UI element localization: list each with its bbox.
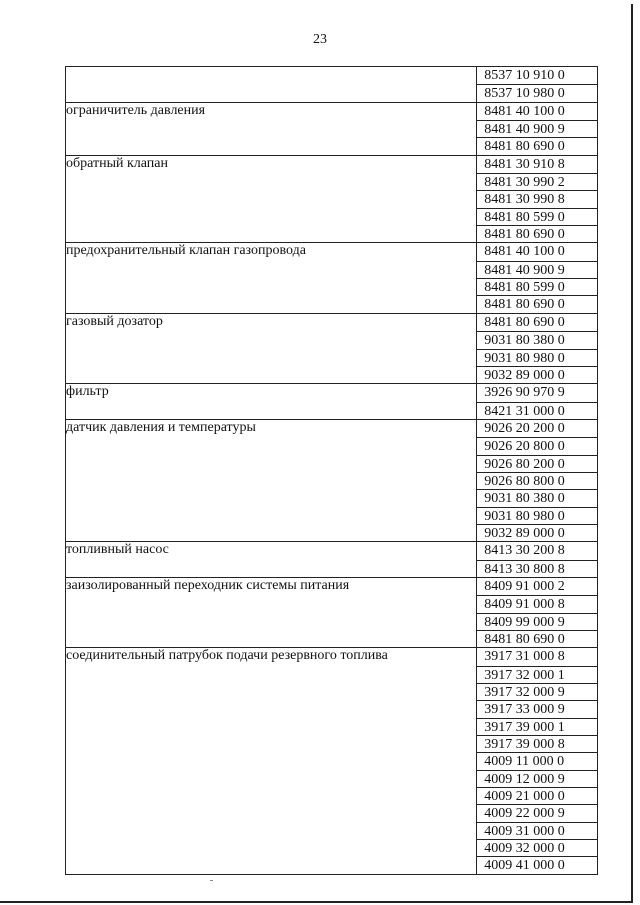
tn-ved-code: 8481 80 599 0 bbox=[477, 208, 597, 225]
page-number: 23 bbox=[313, 32, 327, 47]
tn-ved-code: 9026 80 800 0 bbox=[477, 472, 597, 489]
table-row bbox=[66, 577, 598, 647]
tn-ved-code: 9031 80 380 0 bbox=[477, 489, 597, 506]
tn-ved-code: 8481 80 690 0 bbox=[477, 630, 597, 647]
tn-ved-code: 8481 40 100 0 bbox=[484, 244, 565, 260]
tn-ved-code: 4009 31 000 0 bbox=[477, 822, 597, 839]
item-name: фильтр bbox=[66, 384, 477, 420]
tn-ved-code: 8409 91 000 2 bbox=[484, 578, 565, 594]
tn-ved-code: 8481 80 690 0 bbox=[477, 225, 597, 242]
tn-ved-code: 8537 10 980 0 bbox=[477, 84, 597, 101]
tn-ved-code: 8413 30 800 8 bbox=[477, 560, 597, 577]
tn-ved-code: 8481 80 690 0 bbox=[484, 314, 565, 330]
codes-table bbox=[65, 66, 598, 875]
tn-ved-code: 8481 30 990 8 bbox=[477, 190, 597, 207]
tn-ved-code: 3917 39 000 1 bbox=[477, 718, 597, 735]
table-row bbox=[66, 67, 598, 103]
codes-table-body bbox=[66, 67, 598, 875]
code-list bbox=[477, 313, 598, 383]
tn-ved-code: 4009 11 000 0 bbox=[477, 752, 597, 769]
table-row bbox=[66, 419, 598, 541]
tn-ved-code: 4009 12 000 9 bbox=[477, 770, 597, 787]
page-frame-right bbox=[631, 4, 633, 902]
tn-ved-code: 4009 21 000 0 bbox=[477, 787, 597, 804]
tn-ved-code: 8481 80 690 0 bbox=[477, 295, 597, 312]
table-row bbox=[66, 243, 598, 313]
table-row bbox=[66, 313, 598, 383]
tn-ved-code: 8481 40 900 9 bbox=[477, 120, 597, 137]
item-name: датчик давления и температуры bbox=[66, 419, 477, 541]
tn-ved-code: 8409 91 000 8 bbox=[477, 595, 597, 612]
item-name: обратный клапан bbox=[66, 155, 477, 243]
table-row bbox=[66, 102, 598, 155]
code-list bbox=[477, 67, 598, 103]
table-row bbox=[66, 648, 598, 874]
code-list bbox=[477, 648, 598, 874]
tn-ved-code: 3917 32 000 9 bbox=[477, 683, 597, 700]
code-list bbox=[477, 155, 598, 243]
code-list bbox=[477, 102, 598, 155]
tn-ved-code: 9032 89 000 0 bbox=[477, 366, 597, 383]
tn-ved-code: 8481 80 690 0 bbox=[477, 137, 597, 154]
code-list bbox=[477, 384, 598, 420]
item-name: соединительный патрубок подачи резервного топлива bbox=[66, 648, 477, 874]
tn-ved-code: 3917 32 000 1 bbox=[477, 666, 597, 683]
item-name: газовый дозатор bbox=[66, 313, 477, 383]
tn-ved-code: 3926 90 970 9 bbox=[484, 385, 565, 401]
tn-ved-code: 4009 41 000 0 bbox=[477, 856, 597, 873]
tn-ved-code: 9031 80 980 0 bbox=[477, 507, 597, 524]
scan-speck bbox=[210, 880, 213, 881]
item-name: топливный насос bbox=[66, 542, 477, 578]
item-name: предохранительный клапан газопровода bbox=[66, 243, 477, 313]
item-name: ограничитель давления bbox=[66, 102, 477, 155]
tn-ved-code: 8481 40 100 0 bbox=[484, 103, 565, 119]
tn-ved-code: 3917 31 000 8 bbox=[484, 649, 565, 665]
item-name bbox=[66, 67, 477, 103]
tn-ved-code: 8481 30 910 8 bbox=[484, 156, 565, 172]
tn-ved-code: 4009 32 000 0 bbox=[477, 839, 597, 856]
table-row bbox=[66, 155, 598, 243]
table-row bbox=[66, 542, 598, 578]
item-name: заизолированный переходник системы питания bbox=[66, 577, 477, 647]
tn-ved-code: 9026 20 800 0 bbox=[477, 437, 597, 454]
tn-ved-code: 9026 20 200 0 bbox=[484, 420, 565, 436]
tn-ved-code: 9026 80 200 0 bbox=[477, 455, 597, 472]
tn-ved-code: 9032 89 000 0 bbox=[477, 524, 597, 541]
code-list bbox=[477, 243, 598, 313]
tn-ved-code: 9031 80 380 0 bbox=[477, 331, 597, 348]
tn-ved-code: 3917 39 000 8 bbox=[477, 735, 597, 752]
code-list bbox=[477, 419, 598, 541]
tn-ved-code: 8481 30 990 2 bbox=[477, 173, 597, 190]
tn-ved-code: 8413 30 200 8 bbox=[484, 543, 565, 559]
tn-ved-code: 8409 99 000 9 bbox=[477, 613, 597, 630]
tn-ved-code: 8481 80 599 0 bbox=[477, 278, 597, 295]
tn-ved-code: 4009 22 000 9 bbox=[477, 804, 597, 821]
table-row bbox=[66, 384, 598, 420]
tn-ved-code: 8537 10 910 0 bbox=[484, 68, 565, 83]
tn-ved-code: 8421 31 000 0 bbox=[477, 402, 597, 419]
code-list bbox=[477, 577, 598, 647]
code-list bbox=[477, 542, 598, 578]
page-frame-bottom bbox=[0, 901, 633, 903]
tn-ved-code: 9031 80 980 0 bbox=[477, 349, 597, 366]
tn-ved-code: 3917 33 000 9 bbox=[477, 700, 597, 717]
tn-ved-code: 8481 40 900 9 bbox=[477, 261, 597, 278]
